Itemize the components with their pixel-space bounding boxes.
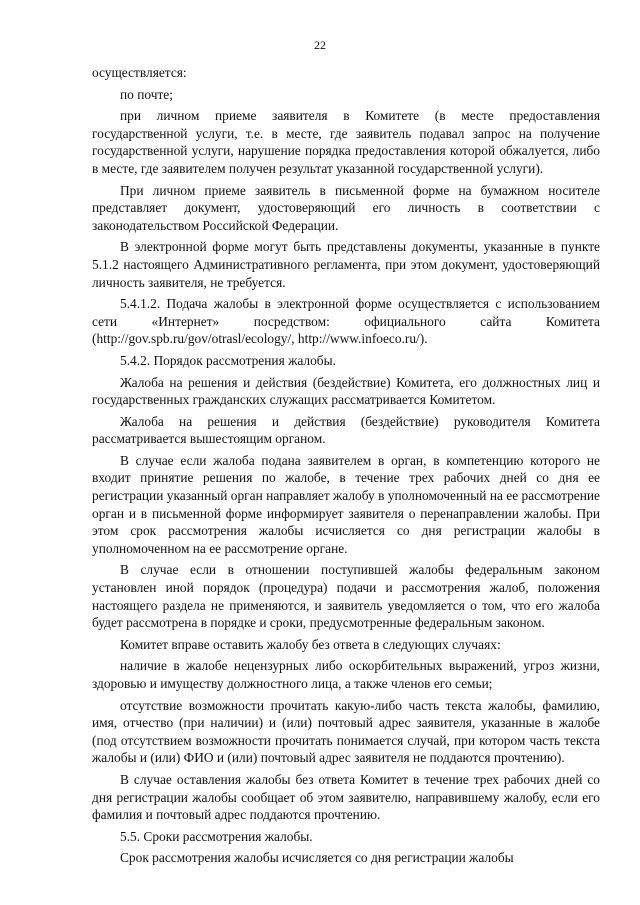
paragraph: наличие в жалобе нецензурных либо оскорбительных выражений, угроз жизни, здоровью и имуществу должностного лица, а также членов его семьи; (92, 658, 600, 691)
document-body (92, 64, 600, 871)
section-heading: 5.5. Сроки рассмотрения жалобы. (120, 828, 313, 844)
paragraph: Жалоба на решения и действия (бездействие) руководителя Комитета рассматривается вышестоящим органом. (92, 413, 600, 447)
paragraph: 5.4.1.2. Подача жалобы в электронной форме осуществляется с использованием сети «Интернет» посредством: официального сайта Комитета (http://gov.spb.ru/gov/otrasl/ecology/, http://www.infoeco.ru/). (92, 296, 600, 347)
paragraph: При личном приеме заявитель в письменной форме на бумажном носителе представляет документ, удостоверяющий его личность в соответствии с законодательством Российской Федерации. (92, 182, 600, 233)
paragraph: осуществляется: (92, 65, 187, 80)
paragraph: В случае если в отношении поступившей жалобы федеральным законом установлен иной порядок (процедура) подачи и рассмотрения жалоб, положения настоящего раздела не применяются, и заявитель уведомляется о том, что его жалоба будет рассмотрена в порядке и сроки, предусмотренные федеральным законом. (92, 562, 600, 631)
paragraph: по почте; (120, 86, 173, 102)
paragraph: В электронной форме могут быть представлены документы, указанные в пункте 5.1.2 настоящего Административного регламента, при этом документ, удостоверяющий личность заявителя, не требуется. (92, 239, 600, 290)
paragraph: Жалоба на решения и действия (бездействие) Комитета, его должностных лиц и государственных гражданских служащих рассматривается Комитетом. (92, 374, 600, 408)
page-number: 22 (314, 38, 326, 52)
paragraph: Комитет вправе оставить жалобу без ответа в следующих случаях: (120, 636, 501, 652)
paragraph: отсутствие возможности прочитать какую-либо часть текста жалобы, фамилию, имя, отчество (при наличии) и (или) почтовый адрес заявителя, указанные в жалобе (под отсутствием возможности прочитать понимается случай, при котором часть текста жалобы и (или) ФИО и (или) почтовый адрес заявителя не поддаются прочтению). (92, 697, 600, 766)
paragraph: В случае если жалоба подана заявителем в орган, в компетенцию которого не входит принятие решения по жалобе, в течение трех рабочих дней со дня ее регистрации указанный орган направляет жалобу в уполномоченный на ее рассмотрение орган и в письменной форме информирует заявителя о перенаправлении жалобы. При этом срок рассмотрения жалобы исчисляется со дня регистрации жалобы в уполномоченном на ее рассмотрение органе. (92, 452, 600, 556)
paragraph: Срок рассмотрения жалобы исчисляется со дня регистрации жалобы (120, 850, 514, 866)
paragraph: при личном приеме заявителя в Комитете (в месте предоставления государственной услуги, т.е. в месте, где заявитель подавал запрос на получение государственной услуги, нарушение порядка предоставления которой обжалуется, либо в месте, где заявителем получен результат указанной государственной услуги). (92, 108, 600, 176)
paragraph: В случае оставления жалобы без ответа Комитет в течение трех рабочих дней со дня регистрации жалобы сообщает об этом заявителю, направившему жалобу, если его фамилия и почтовый адрес поддаются прочтению. (92, 771, 600, 823)
section-heading: 5.4.2. Порядок рассмотрения жалобы. (120, 352, 336, 368)
